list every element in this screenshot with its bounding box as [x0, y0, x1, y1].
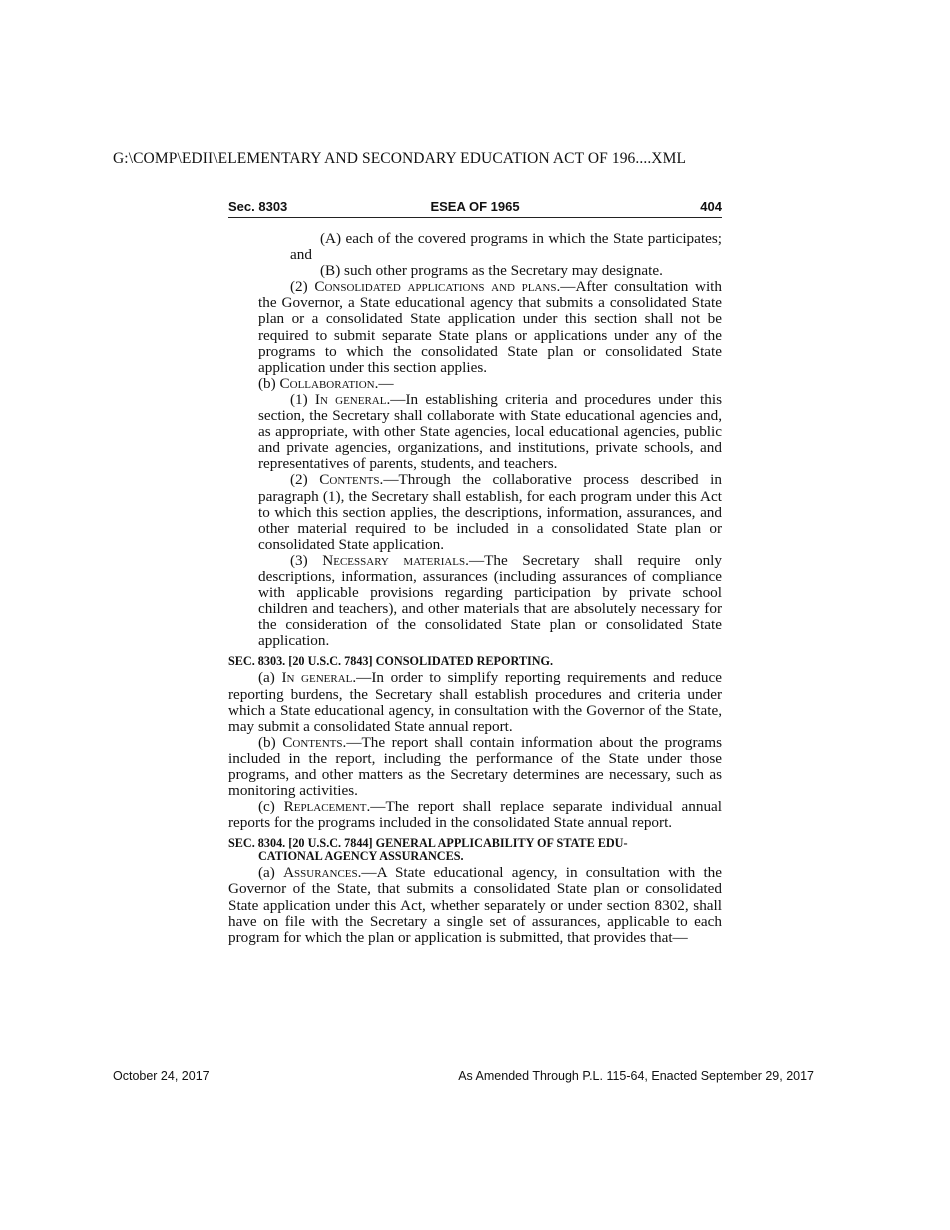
- paragraph-caption: Consolidated applications and plans.: [314, 278, 561, 296]
- paragraph-text: —The report shall contain information about the programs included in the report, including the performance of the State under those programs, and other matters as the Secretary determines are necessary, such as monitoring activities.: [228, 733, 722, 800]
- paragraph-lead: (b): [258, 733, 283, 751]
- paragraph-b: [228, 376, 722, 392]
- paragraph-text: —Through the collaborative process described in paragraph (1), the Secretary shall establish, for each program under this Act to which this section applies, the descriptions, information, assurances, and other material required to be included in a consolidated State plan or consolidated State application.: [258, 471, 722, 553]
- sec8304-paragraph-a: [228, 865, 722, 945]
- footer-date: October 24, 2017: [113, 1069, 210, 1083]
- paragraph-text: —In order to simplify reporting requirements and reduce reporting burdens, the Secretary shall establish procedures and criteria under which a State educational agency, in consultation with the Governor of the State, may submit a consolidated State annual report.: [228, 669, 722, 735]
- paragraph-a-B: (B) such other programs as the Secretary may designate.: [320, 262, 663, 280]
- paragraph-b-2: [228, 472, 722, 552]
- paragraph-text: —A State educational agency, in consultation with the Governor of the State, that submits a consolidated State plan or consolidated State application under this Act, whether separately or under section 8302, shall have on file with the Secretary a single set of assurances, applicable to each program for which the plan or application is submitted, that provides that—: [228, 864, 723, 946]
- paragraph-caption: In general.: [281, 669, 357, 687]
- footer-amended-note: As Amended Through P.L. 115-64, Enacted September 29, 2017: [458, 1069, 814, 1083]
- paragraph-b-3: [228, 553, 722, 650]
- paragraph-text: —: [378, 374, 394, 392]
- paragraph-caption: Collaboration.: [279, 374, 379, 392]
- paragraph-caption: Contents.: [319, 471, 384, 489]
- paragraph-text: —After consultation with the Governor, a State educational agency that submits a consolidated State plan or a consolidated State application under this section shall not be required to submit separate State plans or applications under any of the programs to which the consolidated State plan or consolidated State application under this section applies.: [258, 278, 722, 376]
- paragraph-lead: (1): [290, 390, 315, 408]
- paragraph-b-1: [228, 392, 722, 472]
- paragraph-lead: (a): [258, 669, 282, 687]
- document-body: [228, 231, 722, 946]
- paragraph-lead: (3): [290, 551, 323, 569]
- section-heading-line1: SEC. 8304. [20 U.S.C. 7844] GENERAL APPLICABILITY OF STATE EDU-: [228, 836, 628, 851]
- sec8303-paragraph-b: [228, 735, 722, 799]
- paragraph-caption: Necessary materials.: [322, 551, 469, 569]
- file-path: G:\COMP\EDII\ELEMENTARY AND SECONDARY EDUCATION ACT OF 196....XML: [113, 150, 687, 167]
- paragraph-a-A: (A) each of the covered programs in which the State participates; and: [290, 230, 722, 264]
- paragraph-a-2: [228, 279, 722, 376]
- paragraph-caption: Assurances.: [283, 864, 362, 882]
- paragraph-caption: Contents.: [282, 733, 347, 751]
- section-heading-8303: SEC. 8303. [20 U.S.C. 7843] CONSOLIDATED REPORTING.: [228, 654, 554, 669]
- page-number: 404: [700, 199, 722, 214]
- paragraph-lead: (2): [290, 471, 320, 489]
- paragraph-lead: (a): [258, 864, 284, 882]
- running-head: [228, 197, 722, 218]
- sec8303-paragraph-a: [228, 670, 722, 734]
- paragraph-text: —The Secretary shall require only descriptions, information, assurances (including assurances of compliance with applicable provisions regarding participation by private school children and teachers), and other materials that are absolutely necessary for the consideration of the consolidated State plan or consolidated State application.: [258, 551, 722, 650]
- section-heading-8304: [228, 837, 722, 863]
- paragraph-lead: (c): [258, 798, 284, 816]
- paragraph-lead: (b): [258, 374, 280, 392]
- running-head-section: Sec. 8303: [228, 199, 288, 214]
- section-heading-line2: CATIONAL AGENCY ASSURANCES.: [258, 849, 464, 864]
- paragraph-text: —In establishing criteria and procedures under this section, the Secretary shall collaborate with State educational agencies and, as appropriate, with other State agencies, local educational agencies, public and private agencies, organizations, and institutions, private schools, and representatives of parents, students, and teachers.: [258, 390, 722, 473]
- paragraph-lead: (2): [290, 278, 315, 296]
- paragraph-caption: Replacement.: [283, 798, 371, 816]
- sec8303-paragraph-c: [228, 799, 722, 831]
- running-head-title: ESEA OF 1965: [430, 199, 520, 214]
- paragraph-caption: In general.: [314, 390, 391, 408]
- paragraph-text: —The report shall replace separate individual annual reports for the programs included in the consolidated State annual report.: [228, 798, 722, 832]
